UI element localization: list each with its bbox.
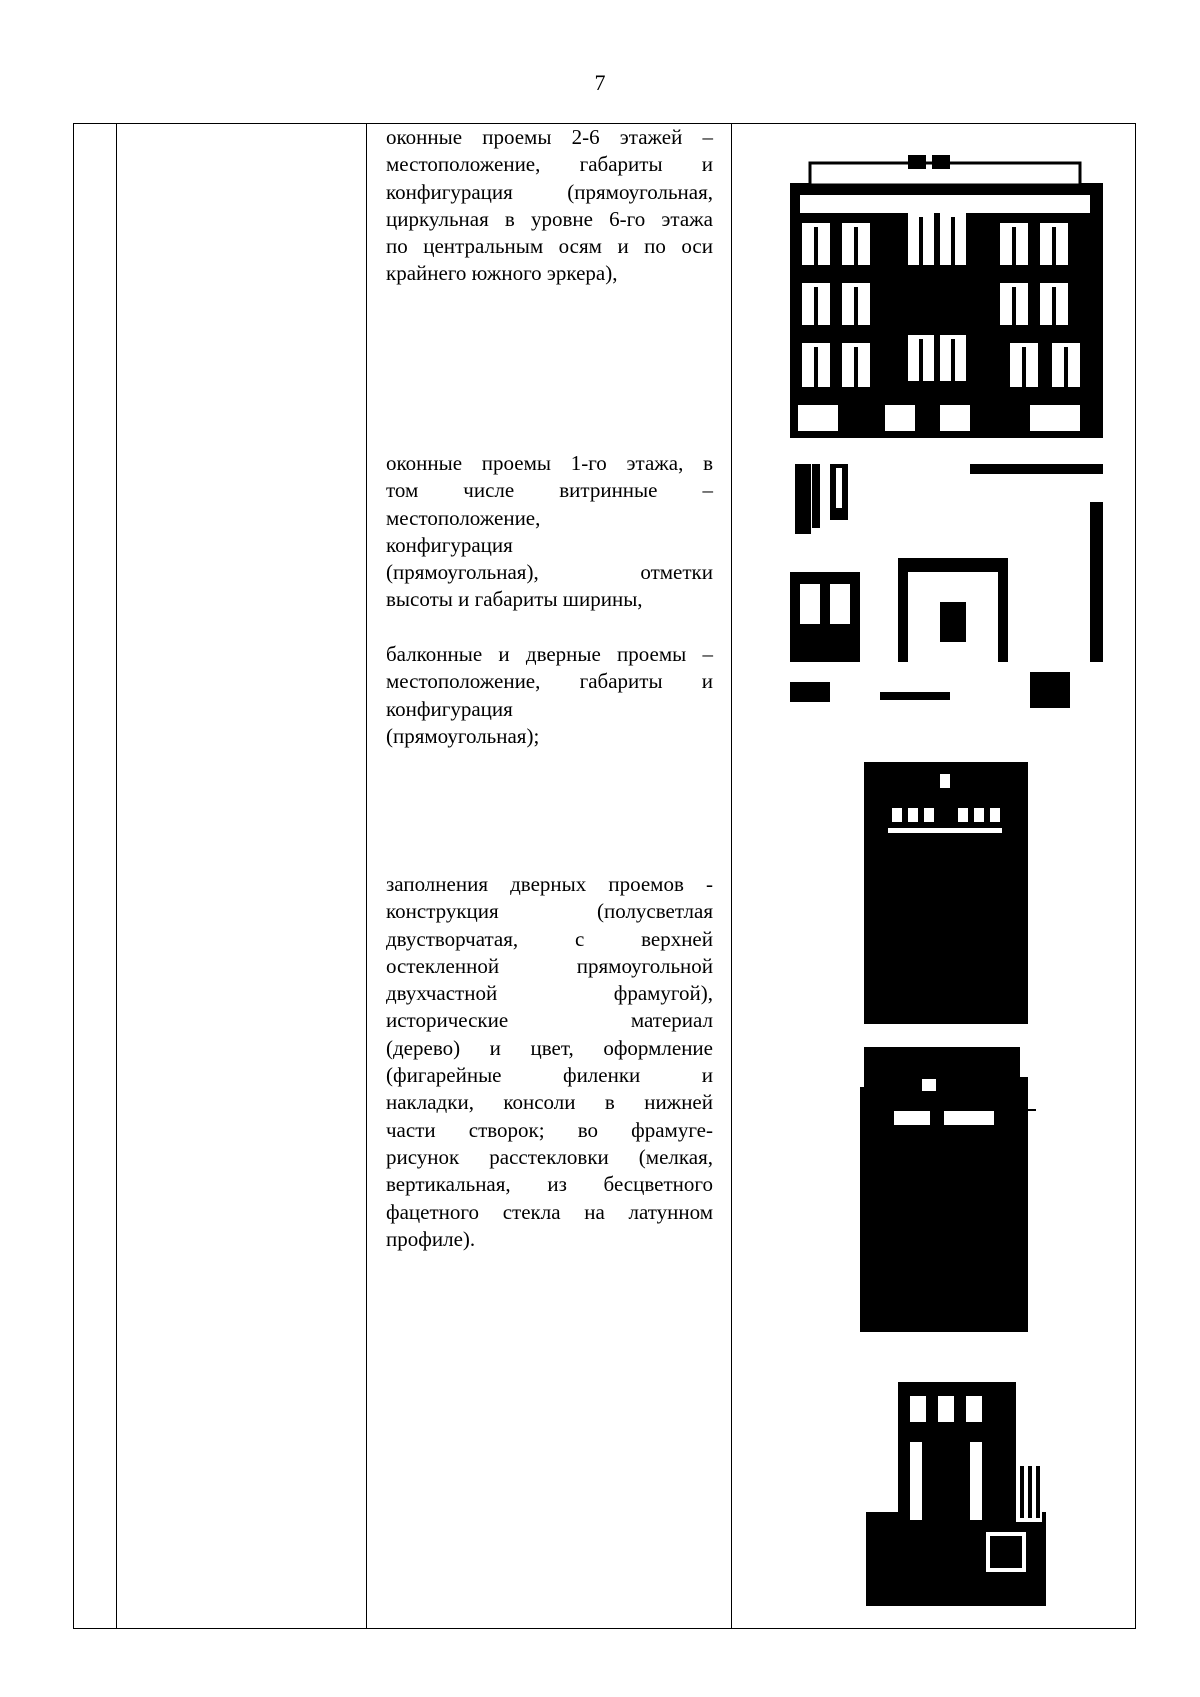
photo-facade-upper-floors xyxy=(790,143,1103,438)
photo-door-2 xyxy=(860,1047,1040,1332)
column-divider-2 xyxy=(366,124,367,1628)
photo-first-floor-windows xyxy=(790,462,1103,722)
text-windows-first-floor: оконные проемы 1-го этажа, в том числе витринные – местоположение, конфигурация (прямоугольная), отметки высоты и габариты ширины, xyxy=(386,451,713,612)
column-divider-1 xyxy=(116,124,117,1628)
text-windows-upper-floors: оконные проемы 2-6 этажей – местоположение, габариты и конфигурация (прямоугольная, циркульная в уровне 6-го этажа по центральным осям и по оси крайнего южного эркера), xyxy=(386,125,713,286)
photo-door-1 xyxy=(862,756,1030,1024)
photo-door-3 xyxy=(866,1382,1046,1606)
page-number: 7 xyxy=(594,70,606,95)
text-door-fillings: заполнения дверных проемов - конструкция (полусветлая двустворчатая, с верхней остекленной прямоугольной двухчастной фрамугой), исторические материал (дерево) и цвет, оформление (фигарейные филенки и накладки, консоли в нижней части створок; во фрамуге- рисунок расстекловки (мелкая, вертикальная, из бесцветного фацетного стекла на латунном профиле). xyxy=(386,872,713,1251)
column-divider-3 xyxy=(731,124,732,1628)
text-balcony-door-openings: балконные и дверные проемы – местоположение, габариты и конфигурация (прямоугольная); xyxy=(386,642,713,748)
